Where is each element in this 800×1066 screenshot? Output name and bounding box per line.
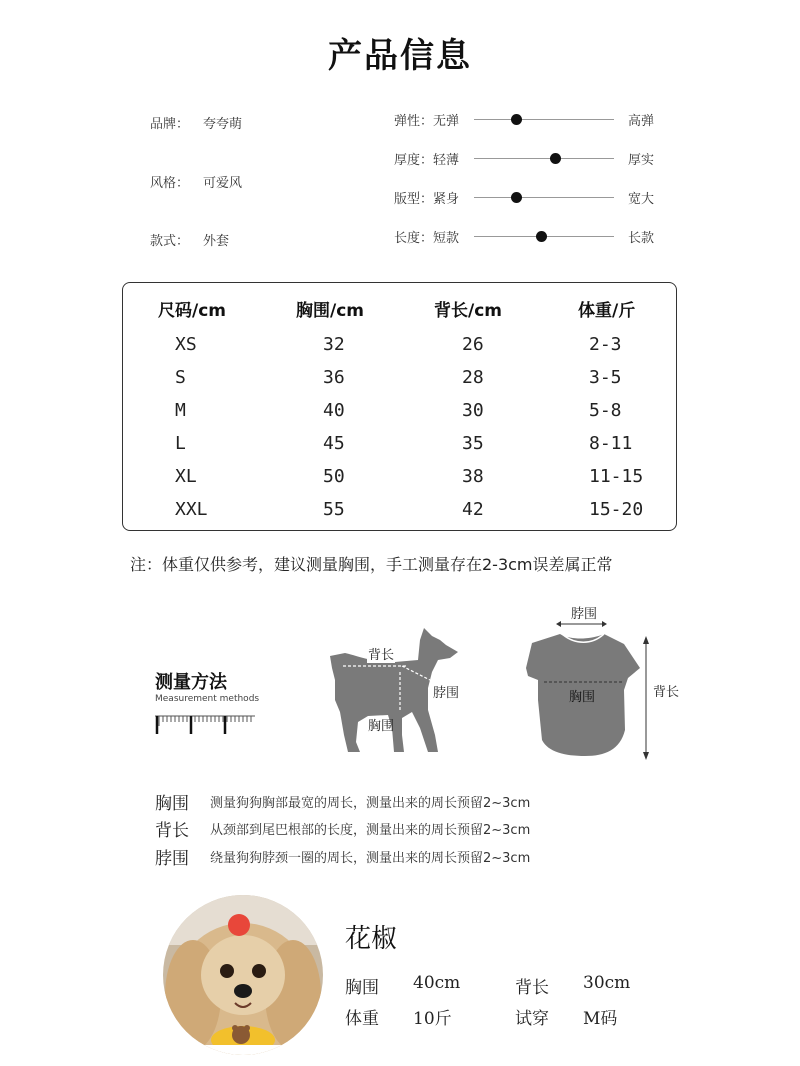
pet-fit-value: M码 xyxy=(583,1009,618,1029)
table-header-chest: 胸围/cm xyxy=(296,301,364,321)
pet-chest-label: 胸围 xyxy=(345,978,379,998)
measurement-subtitle: Measurement methods xyxy=(155,694,260,704)
definition-desc: 测量狗狗胸部最宽的周长，测量出来的周长预留2~3cm xyxy=(210,796,531,811)
scale-high-label: 宽大 xyxy=(628,192,655,207)
pet-fit-label: 试穿 xyxy=(515,1009,549,1029)
table-cell: XS xyxy=(175,334,197,355)
pet-photo xyxy=(163,895,323,1055)
definition-desc: 绕量狗狗脖颈一圈的周长，测量出来的周长预留2~3cm xyxy=(210,851,531,866)
table-cell: 28 xyxy=(462,367,484,388)
scale-label: 弹性：无弹 xyxy=(394,114,460,129)
table-cell: 8-11 xyxy=(589,433,633,454)
table-cell: 42 xyxy=(462,499,484,520)
table-cell: L xyxy=(175,433,186,454)
table-cell: 30 xyxy=(462,400,484,421)
pet-weight-value: 10斤 xyxy=(413,1009,452,1029)
table-cell: 2-3 xyxy=(589,334,622,355)
table-cell: 55 xyxy=(323,499,345,520)
table-cell: 11-15 xyxy=(589,466,644,487)
pet-back-value: 30cm xyxy=(583,973,631,993)
dog-chest-label: 胸围 xyxy=(368,719,395,734)
table-cell: 3-5 xyxy=(589,367,622,388)
attr-brand-key: 品牌： xyxy=(150,117,190,132)
page-title: 产品信息 xyxy=(328,36,472,76)
pet-chest-value: 40cm xyxy=(413,973,461,993)
shirt-chest-label: 胸围 xyxy=(569,690,596,705)
attr-type-key: 款式： xyxy=(150,234,190,249)
definition-desc: 从颈部到尾巴根部的长度，测量出来的周长预留2~3cm xyxy=(210,823,531,838)
shirt-neck-label: 脖围 xyxy=(571,607,598,622)
scale-label: 厚度：轻薄 xyxy=(394,153,460,168)
shirt-back-label: 背长 xyxy=(653,685,680,700)
table-cell: 35 xyxy=(462,433,484,454)
definition-term: 胸围 xyxy=(155,794,189,814)
attr-type-value: 外套 xyxy=(203,234,230,249)
pet-name: 花椒 xyxy=(345,924,398,954)
table-cell: 26 xyxy=(462,334,484,355)
scale-high-label: 高弹 xyxy=(628,114,655,129)
table-header-weight: 体重/斤 xyxy=(578,301,636,321)
dog-neck-label: 脖围 xyxy=(433,686,460,701)
table-cell: 36 xyxy=(323,367,345,388)
measurement-title: 测量方法 xyxy=(155,672,227,693)
table-cell: XL xyxy=(175,466,197,487)
table-cell: 50 xyxy=(323,466,345,487)
table-cell: 45 xyxy=(323,433,345,454)
table-cell: S xyxy=(175,367,186,388)
table-cell: 32 xyxy=(323,334,345,355)
pet-weight-label: 体重 xyxy=(345,1009,379,1029)
table-cell: 38 xyxy=(462,466,484,487)
table-cell: M xyxy=(175,400,186,421)
attr-style-value: 可爱风 xyxy=(203,176,243,191)
table-cell: 15-20 xyxy=(589,499,644,520)
pet-back-label: 背长 xyxy=(515,978,549,998)
table-cell: 5-8 xyxy=(589,400,622,421)
table-header-size: 尺码/cm xyxy=(158,301,226,321)
scale-high-label: 厚实 xyxy=(628,153,655,168)
scale-high-label: 长款 xyxy=(628,231,655,246)
definition-term: 背长 xyxy=(155,821,189,841)
scale-label: 长度：短款 xyxy=(394,231,460,246)
dog-back-label: 背长 xyxy=(367,644,395,663)
table-cell: 40 xyxy=(323,400,345,421)
table-cell: XXL xyxy=(175,499,208,520)
table-header-back: 背长/cm xyxy=(434,301,502,321)
attr-brand-value: 夸夸萌 xyxy=(203,117,243,132)
size-note: 注：体重仅供参考，建议测量胸围，手工测量存在2-3cm误差属正常 xyxy=(130,555,613,574)
definition-term: 脖围 xyxy=(155,849,189,869)
scale-label: 版型：紧身 xyxy=(394,192,460,207)
attr-style-key: 风格： xyxy=(150,176,190,191)
